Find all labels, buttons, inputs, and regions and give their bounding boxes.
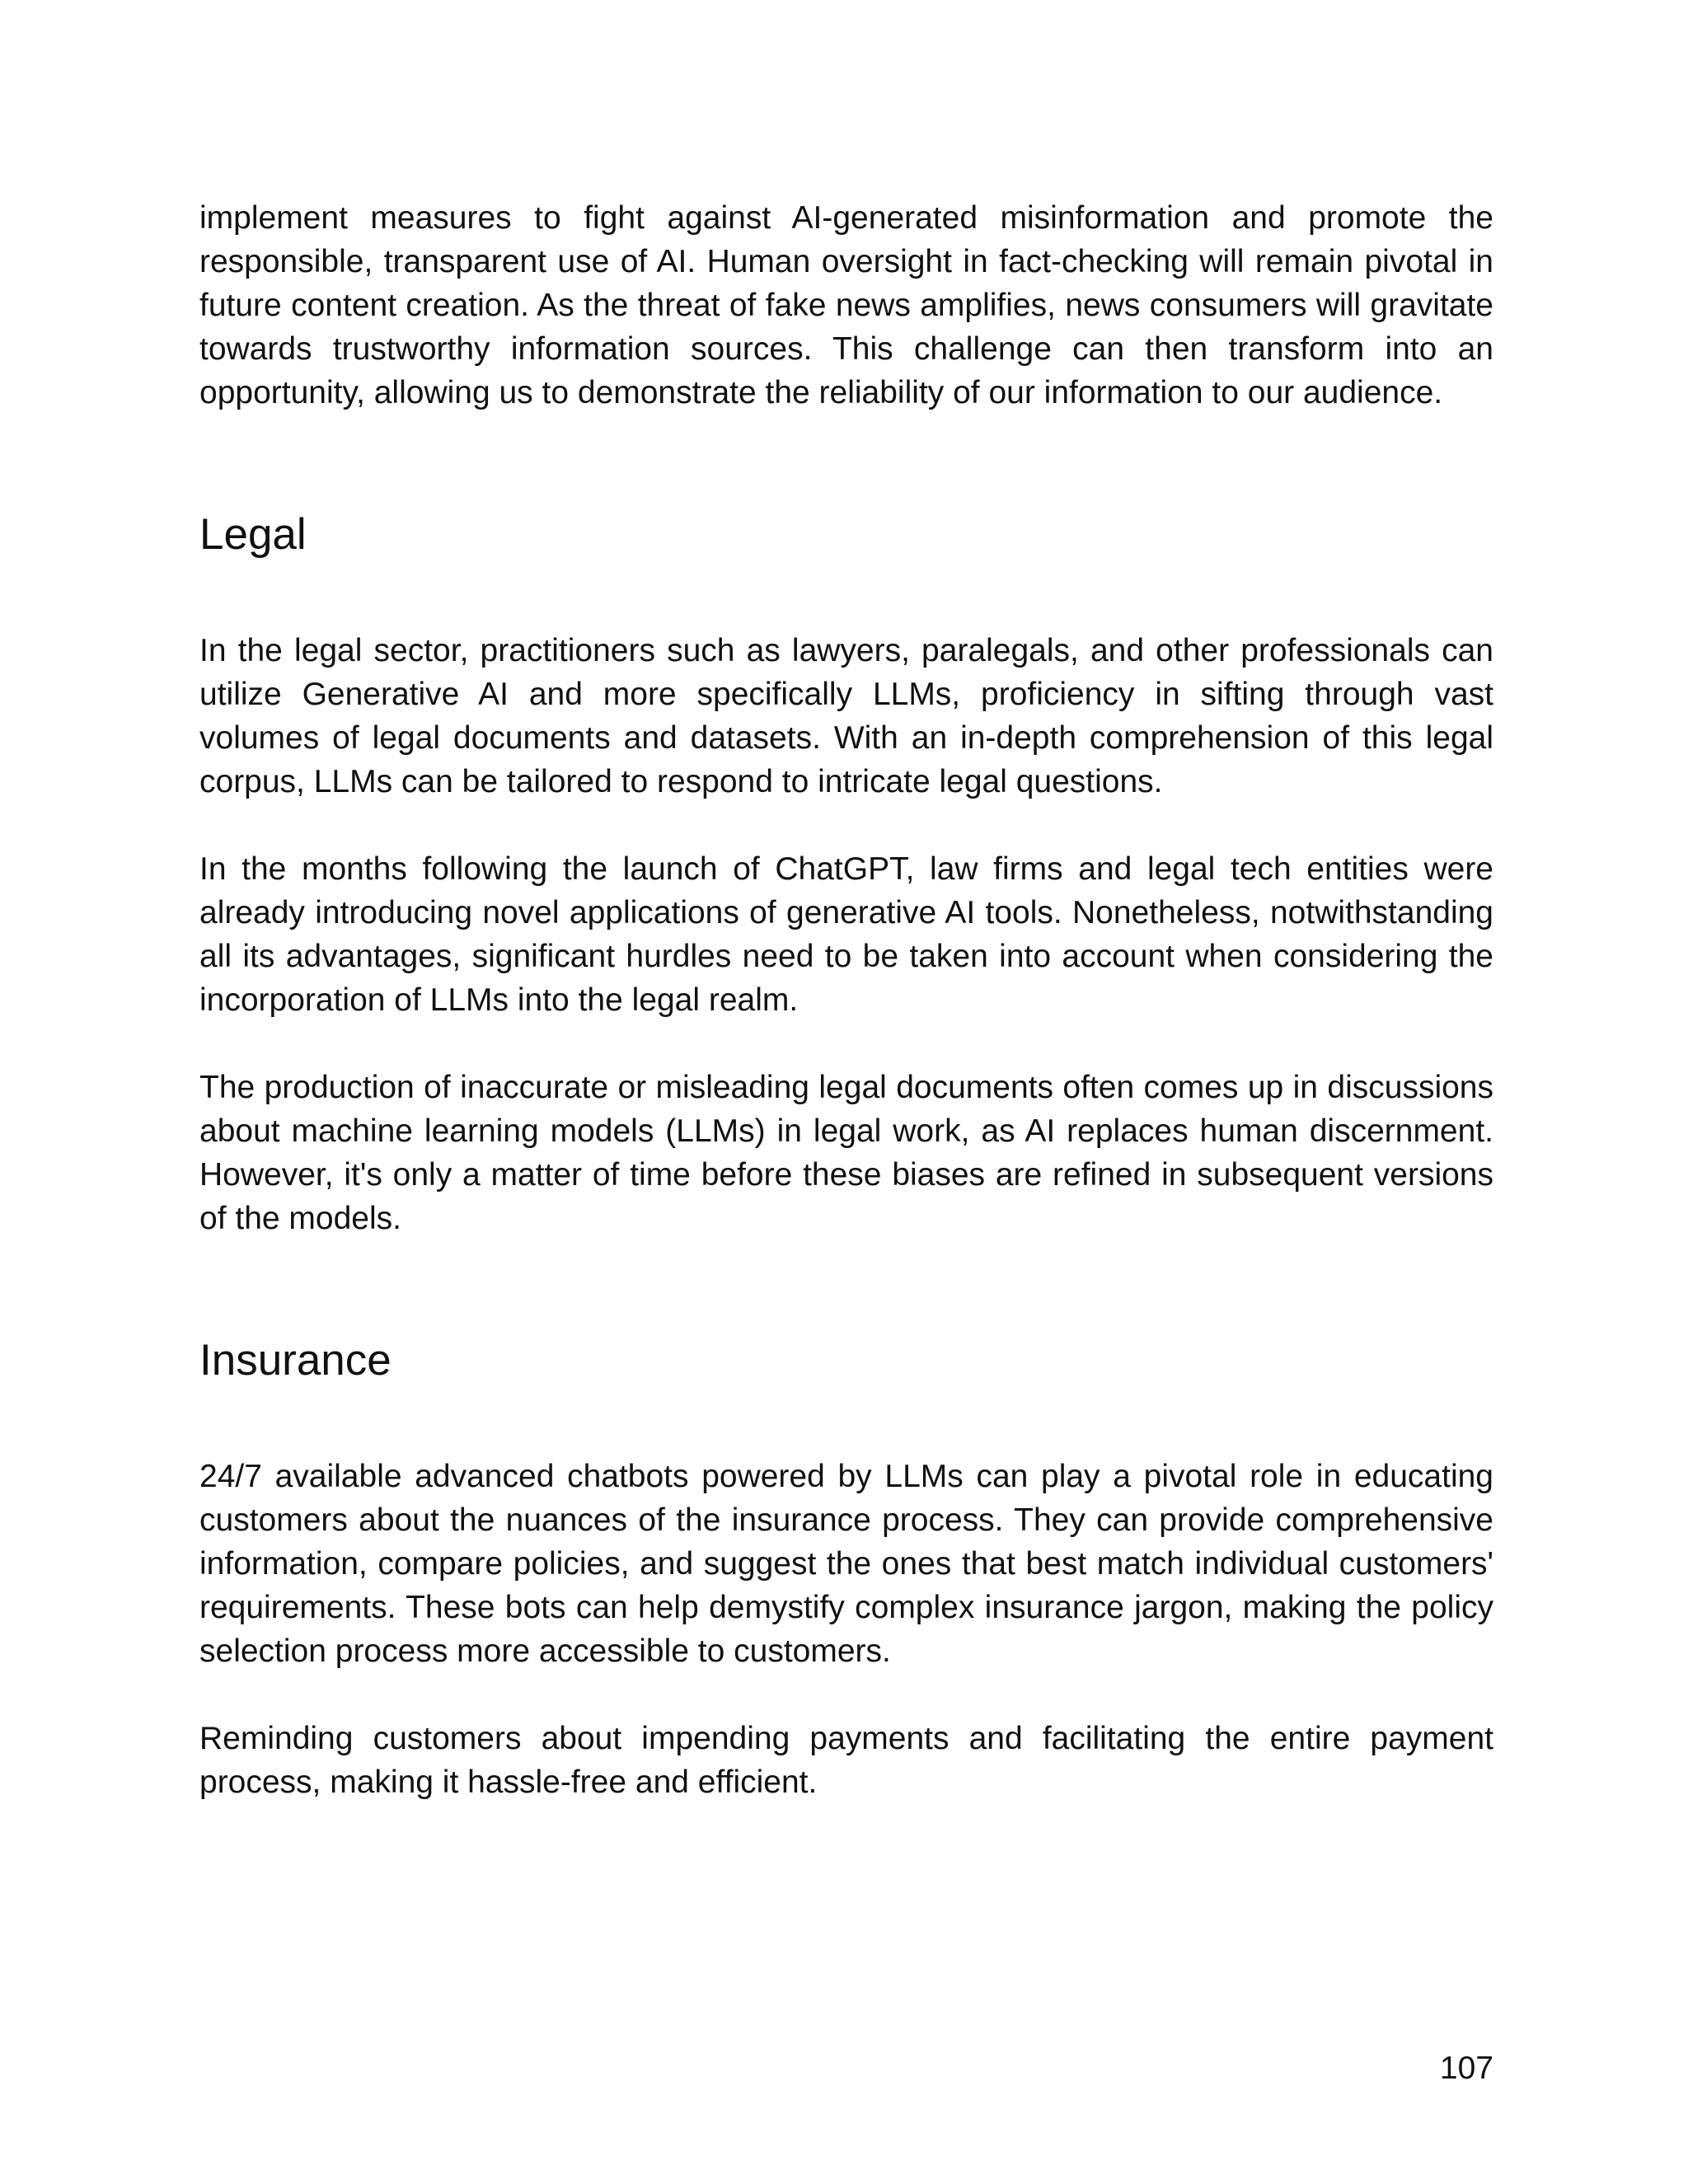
legal-paragraph-1: In the legal sector, practitioners such as lawyers, paralegals, and other professionals can utilize Generative AI and more specifically LLMs, proficiency in sifting through vast volumes of legal documents and datasets. With an in-depth comprehension of this legal corpus, LLMs can be tailored to respond to intricate legal questions. — [199, 633, 1493, 799]
insurance-paragraph-2: Reminding customers about impending payments and facilitating the entire payment process, making it hassle-free and efficient. — [199, 1721, 1493, 1800]
insurance-paragraph-1: 24/7 available advanced chatbots powered by LLMs can play a pivotal role in educating customers about the nuances of the insurance process. They can provide comprehensive information, compare policies, and suggest the ones that best match individual customers' requirements. These bots can help demystify complex insurance jargon, making the policy selection process more accessible to customers. — [199, 1459, 1493, 1669]
intro-paragraph: implement measures to fight against AI-generated misinformation and promote the responsible, transparent use of AI. Human oversight in fact-checking will remain pivotal in future content creation. As the threat of fake news amplifies, news consumers will gravitate towards trustworthy information sources. This challenge can then transform into an opportunity, allowing us to demonstrate the reliability of our information to our audience. — [199, 200, 1493, 410]
section-heading-insurance: Insurance — [199, 1336, 392, 1385]
legal-paragraph-2: In the months following the launch of ChatGPT, law firms and legal tech entities were already introducing novel applications of generative AI tools. Nonetheless, notwithstanding all its advantages, significant hurdles need to be taken into account when considering the incorporation of LLMs into the legal realm. — [199, 851, 1493, 1018]
legal-paragraph-3: The production of inaccurate or misleading legal documents often comes up in discussions about machine learning models (LLMs) in legal work, as AI replaces human discernment. However, it's only a matter of time before these biases are refined in subsequent versions of the models. — [199, 1070, 1493, 1236]
page-body — [199, 196, 1493, 1804]
page-number: 107 — [1439, 2050, 1493, 2086]
section-heading-legal: Legal — [199, 510, 307, 559]
